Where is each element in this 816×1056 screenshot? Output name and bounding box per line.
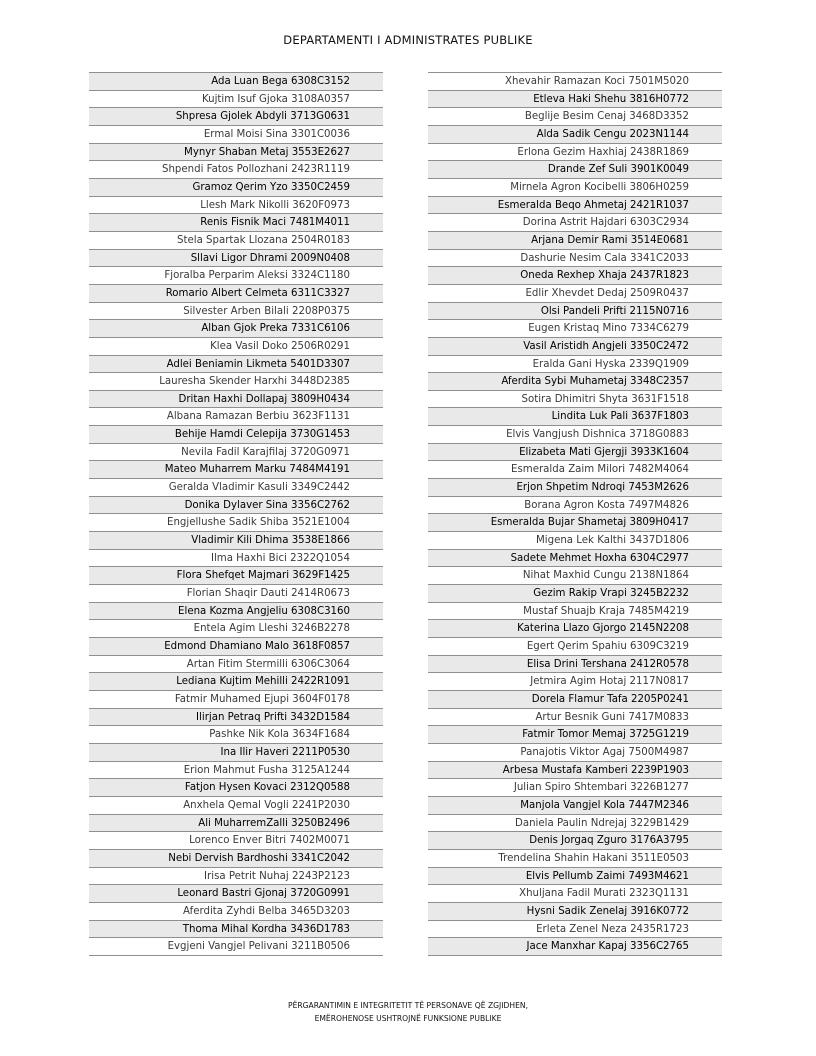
list-item: Arbesa Mustafa Kamberi 2239P1903: [428, 762, 722, 780]
list-item: Edmond Dhamiano Malo 3618F0857: [89, 638, 383, 656]
list-item: Egert Qerim Spahiu 6309C3219: [428, 638, 722, 656]
list-item: Esmeralda Beqo Ahmetaj 2421R1037: [428, 197, 722, 215]
footer-line-1: PËRGARANTIMIN E INTEGRITETIT TË PERSONAVE QË ZGJIDHEN,: [288, 1001, 528, 1010]
list-item: Thoma Mihal Kordha 3436D1783: [89, 921, 383, 939]
list-item: Arjana Demir Rami 3514E0681: [428, 232, 722, 250]
list-item: Gezim Rakip Vrapi 3245B2232: [428, 585, 722, 603]
list-item: Alban Gjok Preka 7331C6106: [89, 320, 383, 338]
list-item: Elizabeta Mati Gjergji 3933K1604: [428, 444, 722, 462]
list-item: Renis Fisnik Maci 7481M4011: [89, 214, 383, 232]
list-item: Dashurie Nesim Cala 3341C2033: [428, 250, 722, 268]
list-item: Ermal Moisi Sina 3301C0036: [89, 126, 383, 144]
list-item: Sllavi Ligor Dhrami 2009N0408: [89, 250, 383, 268]
list-item: Jetmira Agim Hotaj 2117N0817: [428, 673, 722, 691]
list-item: Eugen Kristaq Mino 7334C6279: [428, 320, 722, 338]
list-item: Elvis Vangjush Dishnica 3718G0883: [428, 426, 722, 444]
list-item: Aferdita Zyhdi Belba 3465D3203: [89, 903, 383, 921]
list-item: Flora Shefqet Majmari 3629F1425: [89, 567, 383, 585]
list-item: Trendelina Shahin Hakani 3511E0503: [428, 850, 722, 868]
list-item: Jace Manxhar Kapaj 3356C2765: [428, 938, 722, 956]
list-item: Vasil Aristidh Angjeli 3350C2472: [428, 338, 722, 356]
list-item: Engjellushe Sadik Shiba 3521E1004: [89, 514, 383, 532]
list-item: Fatjon Hysen Kovaci 2312Q0588: [89, 779, 383, 797]
left-name-list: [89, 72, 383, 956]
list-item: Fatmir Tomor Memaj 3725G1219: [428, 726, 722, 744]
list-item: Alda Sadik Cengu 2023N1144: [428, 126, 722, 144]
list-item: Eralda Gani Hyska 2339Q1909: [428, 356, 722, 374]
list-item: Olsi Pandeli Prifti 2115N0716: [428, 303, 722, 321]
list-item: Elvis Pellumb Zaimi 7493M4621: [428, 868, 722, 886]
list-item: Erjon Shpetim Ndroqi 7453M2626: [428, 479, 722, 497]
list-item: Evgjeni Vangjel Pelivani 3211B0506: [89, 938, 383, 956]
list-item: Mynyr Shaban Metaj 3553E2627: [89, 144, 383, 162]
list-item: Daniela Paulin Ndrejaj 3229B1429: [428, 815, 722, 833]
list-item: Pashke Nik Kola 3634F1684: [89, 726, 383, 744]
page-title: DEPARTAMENTI I ADMINISTRATES PUBLIKE: [283, 33, 533, 47]
list-item: Sadete Mehmet Hoxha 6304C2977: [428, 550, 722, 568]
list-item: Ada Luan Bega 6308C3152: [89, 73, 383, 91]
list-item: Nebi Dervish Bardhoshi 3341C2042: [89, 850, 383, 868]
list-item: Romario Albert Celmeta 6311C3327: [89, 285, 383, 303]
right-name-list: [428, 72, 722, 956]
list-item: Leonard Bastri Gjonaj 3720G0991: [89, 885, 383, 903]
list-item: Gramoz Qerim Yzo 3350C2459: [89, 179, 383, 197]
list-item: Dorela Flamur Tafa 2205P0241: [428, 691, 722, 709]
list-item: Mustaf Shuajb Kraja 7485M4219: [428, 603, 722, 621]
list-item: Oneda Rexhep Xhaja 2437R1823: [428, 267, 722, 285]
list-item: Panajotis Viktor Agaj 7500M4987: [428, 744, 722, 762]
list-item: Shpendi Fatos Pollozhani 2423R1119: [89, 161, 383, 179]
list-item: Denis Jorgaq Zguro 3176A3795: [428, 832, 722, 850]
list-item: Lediana Kujtim Mehilli 2422R1091: [89, 673, 383, 691]
list-item: Hysni Sadik Zenelaj 3916K0772: [428, 903, 722, 921]
list-item: Anxhela Qemal Vogli 2241P2030: [89, 797, 383, 815]
list-item: Entela Agim Lleshi 3246B2278: [89, 620, 383, 638]
list-item: Ina Ilir Haveri 2211P0530: [89, 744, 383, 762]
list-item: Xhevahir Ramazan Koci 7501M5020: [428, 73, 722, 91]
list-item: Drande Zef Suli 3901K0049: [428, 161, 722, 179]
list-item: Mateo Muharrem Marku 7484M4191: [89, 461, 383, 479]
list-item: Fatmir Muhamed Ejupi 3604F0178: [89, 691, 383, 709]
list-item: Elisa Drini Tershana 2412R0578: [428, 656, 722, 674]
list-item: Sotira Dhimitri Shyta 3631F1518: [428, 391, 722, 409]
list-item: Julian Spiro Shtembari 3226B1277: [428, 779, 722, 797]
list-item: Katerina Llazo Gjorgo 2145N2208: [428, 620, 722, 638]
list-item: Artan Fitim Stermilli 6306C3064: [89, 656, 383, 674]
list-item: Esmeralda Zaim Milori 7482M4064: [428, 461, 722, 479]
list-item: Kujtim Isuf Gjoka 3108A0357: [89, 91, 383, 109]
list-item: Beglije Besim Cenaj 3468D3352: [428, 108, 722, 126]
list-item: Dorina Astrit Hajdari 6303C2934: [428, 214, 722, 232]
list-item: Nevila Fadil Karajfilaj 3720G0971: [89, 444, 383, 462]
list-item: Erleta Zenel Neza 2435R1723: [428, 921, 722, 939]
list-item: Mirnela Agron Kocibelli 3806H0259: [428, 179, 722, 197]
list-item: Ilirjan Petraq Prifti 3432D1584: [89, 709, 383, 727]
list-item: Artur Besnik Guni 7417M0833: [428, 709, 722, 727]
list-item: Dritan Haxhi Dollapaj 3809H0434: [89, 391, 383, 409]
list-item: Aferdita Sybi Muhametaj 3348C2357: [428, 373, 722, 391]
list-item: Irisa Petrit Nuhaj 2243P2123: [89, 868, 383, 886]
list-item: Llesh Mark Nikolli 3620F0973: [89, 197, 383, 215]
list-item: Nihat Maxhid Cungu 2138N1864: [428, 567, 722, 585]
list-item: Erion Mahmut Fusha 3125A1244: [89, 762, 383, 780]
list-item: Lauresha Skender Harxhi 3448D2385: [89, 373, 383, 391]
list-item: Esmeralda Bujar Shametaj 3809H0417: [428, 514, 722, 532]
list-item: Migena Lek Kalthi 3437D1806: [428, 532, 722, 550]
list-item: Albana Ramazan Berbiu 3623F1131: [89, 408, 383, 426]
list-item: Etleva Haki Shehu 3816H0772: [428, 91, 722, 109]
list-item: Donika Dylaver Sina 3356C2762: [89, 497, 383, 515]
list-item: Florian Shaqir Dauti 2414R0673: [89, 585, 383, 603]
list-item: Lorenco Enver Bitri 7402M0071: [89, 832, 383, 850]
list-item: Stela Spartak Llozana 2504R0183: [89, 232, 383, 250]
list-item: Ilma Haxhi Bici 2322Q1054: [89, 550, 383, 568]
list-item: Erlona Gezim Haxhiaj 2438R1869: [428, 144, 722, 162]
list-item: Borana Agron Kosta 7497M4826: [428, 497, 722, 515]
list-item: Shpresa Gjolek Abdyli 3713G0631: [89, 108, 383, 126]
list-item: Silvester Arben Bilali 2208P0375: [89, 303, 383, 321]
list-item: Geralda Vladimir Kasuli 3349C2442: [89, 479, 383, 497]
list-item: Fjoralba Perparim Aleksi 3324C1180: [89, 267, 383, 285]
list-item: Behije Hamdi Celepija 3730G1453: [89, 426, 383, 444]
footer-line-2: EMËROHENOSE USHTROJNË FUNKSIONE PUBLIKE: [314, 1014, 502, 1023]
list-item: Xhuljana Fadil Murati 2323Q1131: [428, 885, 722, 903]
list-item: Lindita Luk Pali 3637F1803: [428, 408, 722, 426]
list-item: Vladimir Kili Dhima 3538E1866: [89, 532, 383, 550]
list-item: Elena Kozma Angjeliu 6308C3160: [89, 603, 383, 621]
list-item: Klea Vasil Doko 2506R0291: [89, 338, 383, 356]
list-item: Manjola Vangjel Kola 7447M2346: [428, 797, 722, 815]
page-footer: [0, 999, 816, 1025]
list-item: Adlei Beniamin Likmeta 5401D3307: [89, 356, 383, 374]
list-item: Edlir Xhevdet Dedaj 2509R0437: [428, 285, 722, 303]
list-item: Ali MuharremZalli 3250B2496: [89, 815, 383, 833]
